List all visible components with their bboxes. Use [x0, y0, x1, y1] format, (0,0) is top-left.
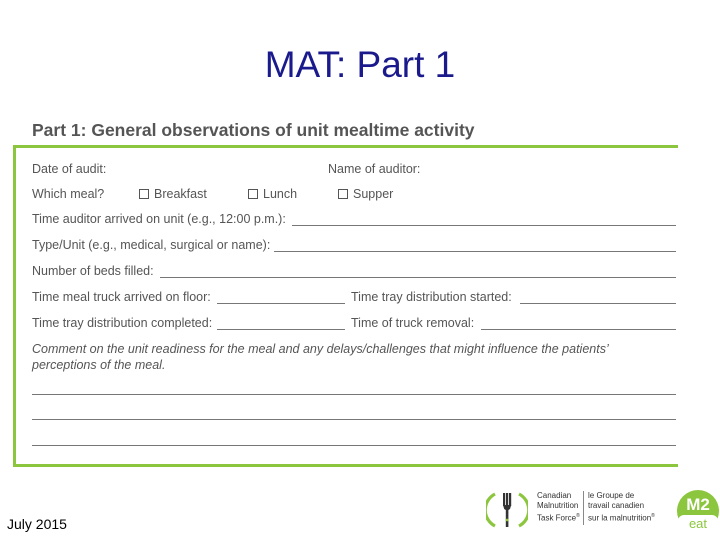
beds-filled-field[interactable] [160, 277, 676, 278]
comment-prompt-line1: Comment on the unit readiness for the meal and any delays/challenges that might influence the patients’ [32, 342, 609, 356]
truck-arrival-field[interactable] [217, 303, 345, 304]
meal-option-supper[interactable] [338, 187, 393, 201]
truck-removal-label: Time of truck removal: [351, 316, 475, 330]
meal-option-label: Supper [353, 187, 394, 201]
comment-line[interactable] [32, 394, 676, 395]
m2eat-logo-icon [676, 489, 720, 535]
cmtf-line [537, 511, 580, 524]
cmtf-line-text: Task Force [537, 513, 577, 523]
cmtf-line [588, 511, 655, 524]
tray-completed-field[interactable] [217, 329, 345, 330]
meal-option-lunch[interactable] [248, 187, 297, 201]
unit-type-label: Type/Unit (e.g., medical, surgical or name): [32, 238, 271, 252]
date-of-audit-label: Date of audit: [32, 162, 107, 176]
which-meal-label: Which meal? [32, 187, 105, 201]
meal-option-label: Lunch [263, 187, 298, 201]
registered-mark: ® [651, 513, 655, 519]
comment-prompt-line2: perceptions of the meal. [32, 358, 166, 372]
auditor-name-label: Name of auditor: [328, 162, 421, 176]
unit-type-field[interactable] [274, 251, 676, 252]
cmtf-line: Canadian [537, 491, 572, 500]
meal-option-breakfast[interactable] [139, 187, 207, 201]
truck-arrival-label: Time meal truck arrived on floor: [32, 290, 211, 304]
meal-option-label: Breakfast [154, 187, 207, 201]
beds-filled-label: Number of beds filled: [32, 264, 154, 278]
fork-logo-icon [486, 489, 528, 531]
comment-line[interactable] [32, 445, 676, 446]
truck-removal-field[interactable] [481, 329, 676, 330]
footer-date: July 2015 [7, 516, 67, 532]
auditor-arrival-time-field[interactable] [292, 225, 676, 226]
checkbox-icon[interactable] [338, 189, 348, 199]
slide-title: MAT: Part 1 [264, 44, 456, 85]
comment-line[interactable] [32, 419, 676, 420]
tray-completed-label: Time tray distribution completed: [32, 316, 213, 330]
m2-text: M2 [686, 495, 710, 514]
cmtf-line: Malnutrition [537, 501, 579, 510]
cmtf-name-fr [588, 491, 655, 524]
auditor-arrival-time-label: Time auditor arrived on unit (e.g., 12:00 p.m.): [32, 212, 286, 226]
tray-start-label: Time tray distribution started: [351, 290, 512, 304]
cmtf-line: le Groupe de [588, 491, 635, 500]
checkbox-icon[interactable] [139, 189, 149, 199]
checkbox-icon[interactable] [248, 189, 258, 199]
tray-start-field[interactable] [520, 303, 676, 304]
eat-text: eat [688, 516, 708, 531]
registered-mark: ® [576, 513, 580, 519]
cmtf-line: travail canadien [588, 501, 645, 510]
cmtf-line-text: sur la malnutrition [588, 513, 652, 523]
logo-divider [583, 491, 584, 525]
form-heading: Part 1: General observations of unit mealtime activity [32, 120, 475, 140]
cmtf-name-en [537, 491, 580, 524]
